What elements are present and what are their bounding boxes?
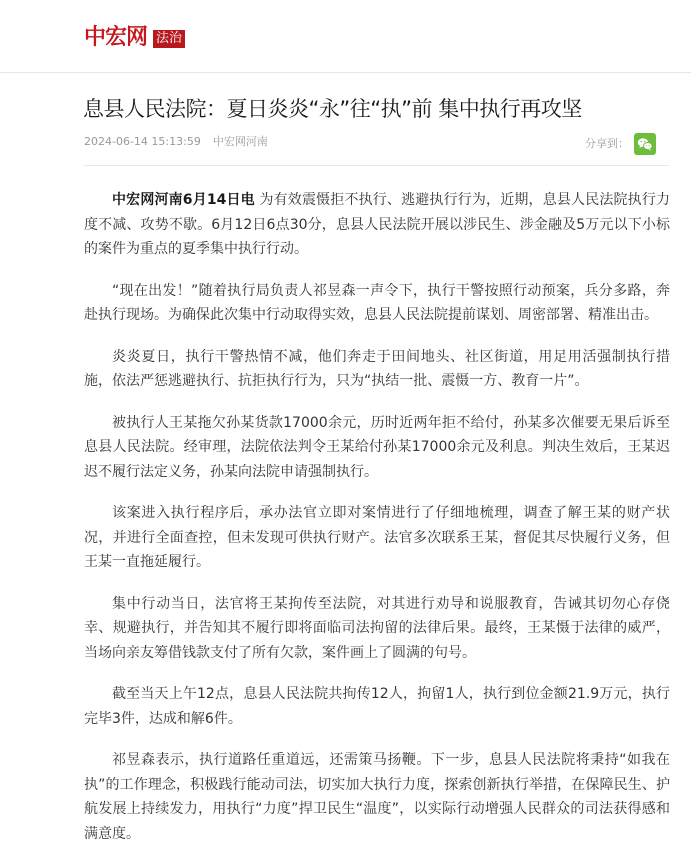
article-source: 中宏网河南: [212, 135, 268, 148]
channel-tag[interactable]: 法治: [153, 30, 185, 48]
article-body: [84, 188, 670, 863]
share-label: 分享到：: [585, 137, 629, 150]
article-paragraph: 集中行动当日，法官将王某拘传至法院，对其进行劝导和说服教育，告诫其切勿心存侥幸、规避执行，并告知其不履行即将面临司法拘留的法律后果。最终，王某慑于法律的威严，当场向亲友筹借钱款支付了所有欠款，案件画上了圆满的句号。: [84, 595, 670, 661]
article-paragraph: 该案进入执行程序后，承办法官立即对案情进行了仔细地梳理，调查了解王某的财产状况，并进行全面查控，但未发现可供执行财产。法官多次联系王某，督促其尽快履行义务，但王某一直拖延履行。: [84, 505, 670, 570]
wechat-icon[interactable]: [634, 133, 656, 155]
site-header: [0, 0, 691, 73]
article-paragraph: 被执行人王某拖欠孙某货款17000余元，历时近两年拒不给付，孙某多次催要无果后诉至息县人民法院。经审理，法院依法判令王某给付孙某17000余元及利息。判决生效后，王某迟迟不履行法定义务，孙某向法院申请强制执行。: [84, 414, 670, 480]
article-paragraph: 祁昱森表示，执行道路任重道远，还需策马扬鞭。下一步，息县人民法院将秉持“如我在执”的工作理念，积极践行能动司法，切实加大执行力度，探索创新执行举措，在保障民生、护航发展上持续发力，用执行“力度”捍卫民生“温度”，以实际行动增强人民群众的司法获得感和满意度。: [84, 752, 670, 842]
logo-text: 中宏网: [84, 24, 148, 50]
article-title: 息县人民法院：夏日炎炎“永”往“执”前 集中执行再攻坚: [83, 97, 582, 121]
article-paragraph: 截至当天上午12点，息县人民法院共拘传12人，拘留1人，执行到位金额21.9万元，执行完毕3件，达成和解6件。: [84, 686, 670, 727]
paragraph-text: 为有效震慑拒不执行、逃避执行行为，近期，息县人民法院执行力度不减、攻势不歇。6月12日6点30分，息县人民法院开展以涉民生、涉金融及5万元以下小标的案件为重点的夏季集中执行行动。: [84, 192, 670, 257]
header-divider: [84, 165, 669, 166]
site-logo[interactable]: [84, 24, 185, 50]
share-bar: [585, 133, 656, 155]
article-meta: [84, 134, 268, 150]
article-paragraph: [84, 188, 670, 262]
article-dateline: 中宏网河南6月14日电: [112, 192, 255, 208]
article-paragraph: “现在出发！”随着执行局负责人祁昱森一声令下，执行干警按照行动预案，兵分多路，奔赴执行现场。为确保此次集中行动取得实效，息县人民法院提前谋划、周密部署、精准出击。: [84, 282, 670, 323]
article-paragraph: 炎炎夏日，执行干警热情不减，他们奔走于田间地头、社区街道，用足用活强制执行措施，依法严惩逃避执行、抗拒执行行为，只为“执结一批、震慑一方、教育一片”。: [84, 348, 670, 389]
publish-datetime: 2024-06-14 15:13:59: [84, 135, 201, 148]
wechat-icon-glyph: [634, 133, 656, 155]
